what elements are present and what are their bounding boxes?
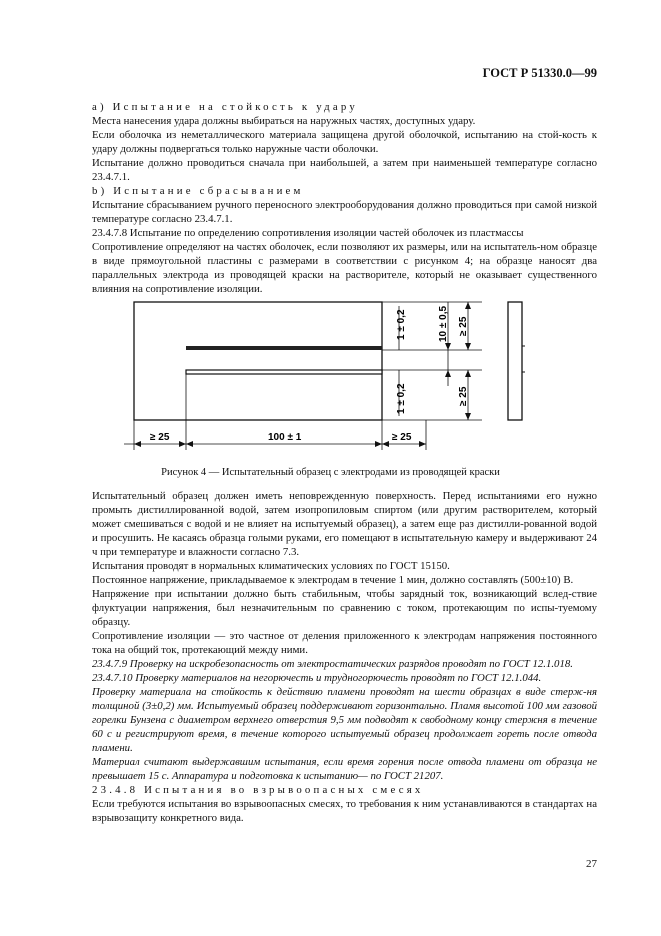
top-electrode	[186, 346, 382, 350]
paragraph: Испытание сбрасыванием ручного переносного электрооборудования должно проводиться при самой низкой температуре согласно 23.4.7.1.	[92, 199, 597, 225]
paragraph: 23.4.8 Испытания во взрывоопасных смесях	[92, 784, 424, 796]
paragraph: Если оболочка из неметаллического материала защищена другой оболочкой, испытанию на стой-кость к удару должны подвергаться только наружные части оболочки.	[92, 129, 597, 155]
paragraph: b) Испытание сбрасыванием	[92, 185, 304, 197]
dim-spacing: 10 ± 0,5	[438, 305, 449, 342]
paragraph: Проверку материала на стойкость к действию пламени проводят на шести образцах в виде стерж-ня толщиной (3±0,2) мм. Испытуемый образец поддерживают горизонтально. Пламя высотой 100 мм газовой горелки Бунзена с диаметром верхнего отверстия 9,5 мм подводят к свободному концу стержня в течение 60 с и регистрируют время, в течение которого испытуемый образец продолжает гореть после отвода пламени.	[92, 686, 597, 754]
dim-bottom-gap: 1 ± 0,2	[396, 383, 407, 414]
paragraph: Сопротивление определяют на частях оболочек, если позволяют их размеры, или на испытатель-ном образце в виде прямоугольной пластины с размерами в соответствии с рисунком 4; на образце наносят два параллельных электрода из проводящей краски на растворителе, который не оказывает существенного влияния на сопротивление изоляции.	[92, 241, 597, 295]
dim-bottom-margin: ≥ 25	[458, 386, 469, 406]
bottom-electrode	[186, 370, 382, 374]
paragraph: а) Испытание на стойкость к удару	[92, 101, 358, 113]
paragraph: Напряжение при испытании должно быть стабильным, чтобы зарядный ток, возникающий вслед-ствие флуктуации напряжения, был незначительным по сравнению с током, протекающим по испы-туемому образцу.	[92, 588, 597, 628]
figure-4-test-specimen	[120, 296, 540, 458]
text-block-top	[92, 100, 597, 296]
paragraph: Испытательный образец должен иметь неповрежденную поверхность. Перед испытаниями его нужно промыть дистиллированной водой, затем изопропиловым спиртом (или другим растворителем, который может смешиваться с водой и не влияет на испытуемый образец), а затем еще раз дистилли-рованной водой и просушить. Не касаясь образца голыми руками, его помещают в испытательную камеру и выдерживают 24 ч при температуре и влажности согласно 7.3.	[92, 490, 597, 558]
paragraph: Постоянное напряжение, прикладываемое к электродам в течение 1 мин, должно составлять (500±10) В.	[92, 574, 574, 586]
figure-caption: Рисунок 4 — Испытательный образец с электродами из проводящей краски	[161, 467, 500, 478]
specimen-plate	[134, 302, 382, 420]
paragraph: 23.4.7.9 Проверку на искробезопасность от электростатических разрядов проводят по ГОСТ 12.1.018.	[92, 658, 573, 670]
paragraph: 23.4.7.10 Проверку материалов на негорючесть и трудногорючесть проводят по ГОСТ 12.1.044.	[92, 672, 542, 684]
paragraph: Материал считают выдержавшим испытания, если время горения после отвода пламени от образца не превышает 15 с. Аппаратура и подготовка к испытанию— по ГОСТ 21207.	[92, 756, 597, 782]
dim-top-gap: 1 ± 0,2	[396, 309, 407, 340]
paragraph: Испытания проводят в нормальных климатических условиях по ГОСТ 15150.	[92, 560, 450, 572]
dim-length: 100 ± 1	[268, 432, 302, 443]
text-block-bottom	[92, 489, 597, 825]
paragraph: Испытание должно проводиться сначала при наибольшей, а затем при наименьшей температуре согласно 23.4.7.1.	[92, 157, 597, 183]
page-number: 27	[586, 858, 597, 870]
dim-left: ≥ 25	[150, 432, 170, 443]
paragraph: Сопротивление изоляции — это частное от деления приложенного к электродам напряжения постоянного тока на общий ток, протекающий между ними.	[92, 630, 597, 656]
dim-right: ≥ 25	[392, 432, 412, 443]
document-header: ГОСТ Р 51330.0—99	[482, 66, 597, 80]
specimen-side-view	[508, 302, 522, 420]
paragraph: 23.4.7.8 Испытание по определению сопротивления изоляции частей оболочек из пластмассы	[92, 227, 524, 239]
paragraph: Если требуются испытания во взрывоопасных смесях, то требования к ним устанавливаются в стандартах на взрывозащиту конкретного вида.	[92, 798, 597, 824]
paragraph: Места нанесения удара должны выбираться на наружных частях, доступных удару.	[92, 115, 476, 127]
dim-top-margin: ≥ 25	[458, 316, 469, 336]
